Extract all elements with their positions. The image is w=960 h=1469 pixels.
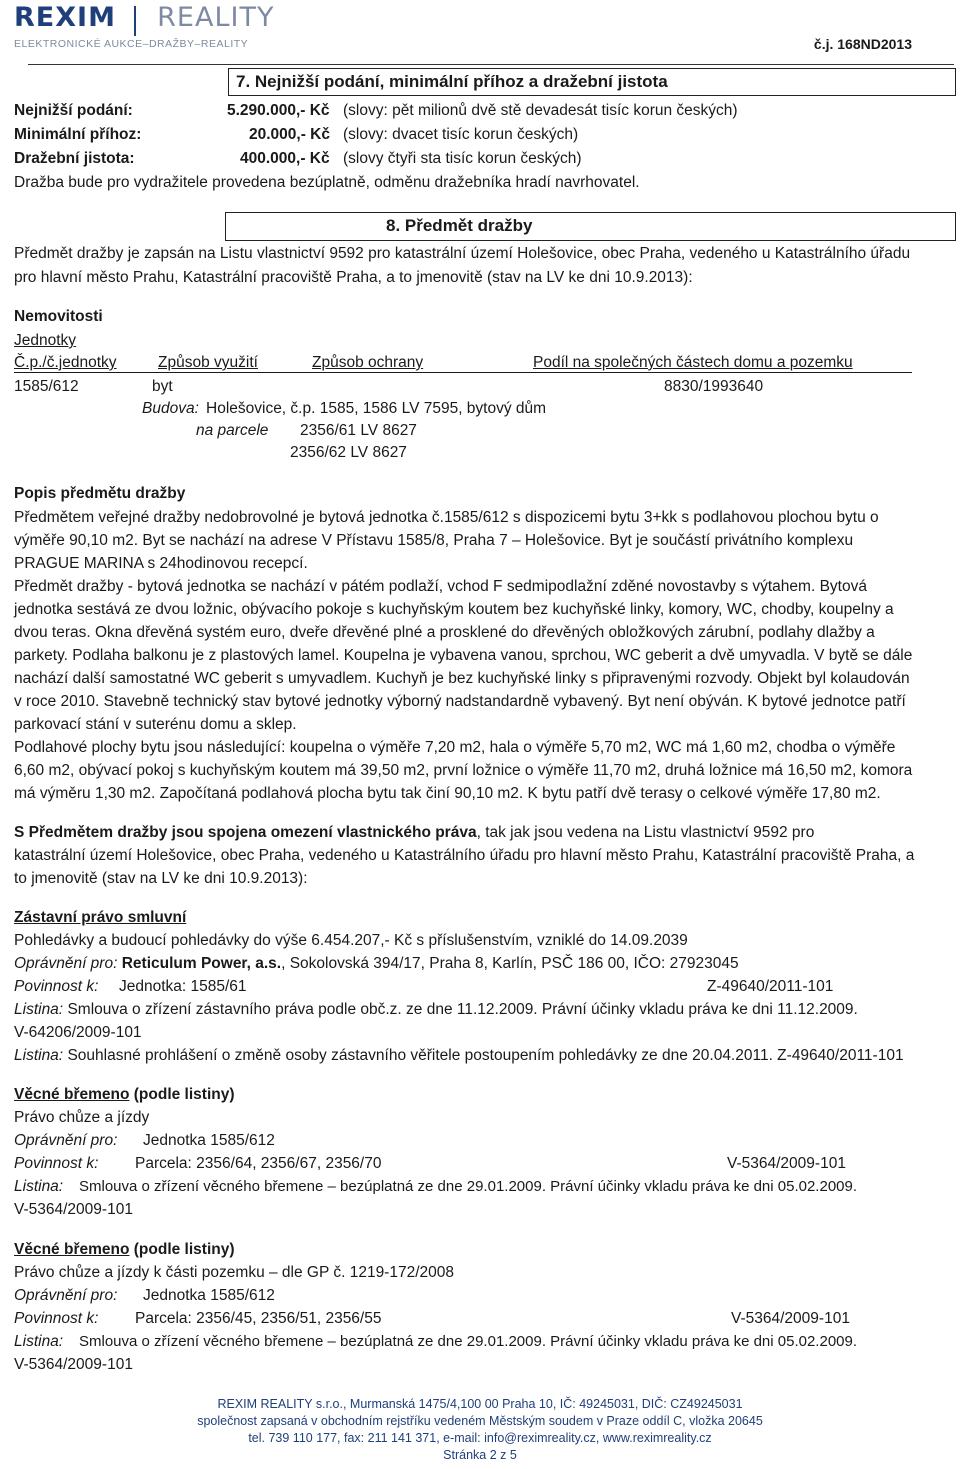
table-header-cislo: Č.p./č.jednotky [14, 354, 117, 371]
popis-p2-line-6: v roce 2010. Stavebně technický stav bytové jednotky výborný nadstandardně vybavený. Byt není obýván. K bytové jednotce patří [14, 693, 906, 710]
vecne2-opravneni-label: Oprávnění pro: [14, 1287, 118, 1304]
vecne2-povinnost-label: Povinnost k: [14, 1310, 99, 1327]
popis-heading: Popis předmětu dražby [14, 485, 186, 502]
zastavni-listina-2 [14, 1047, 904, 1065]
popis-p1-line-2: výměře 90,10 m2. Byt se nachází na adrese V Přístavu 1585/8, Praha 7 – Holešovice. Byt je součástí privátního komplexu [14, 532, 854, 549]
vecne1-listina-label: Listina: [14, 1178, 64, 1195]
jednotky-heading: Jednotky [14, 332, 77, 349]
vecne2-listina-ref: V-5364/2009-101 [14, 1356, 133, 1373]
omezeni-line-1 [14, 824, 814, 842]
logo-tagline: ELEKTRONICKÉ AUKCE–DRAŽBY–REALITY [14, 38, 249, 50]
zastavni-listina-1-value: Smlouva o zřízení zástavního práva podle obč.z. ze dne 11.12.2009. Právní účinky vkladu práva ke dni 11.12.2009. [67, 1001, 858, 1018]
vecne1-heading-main: Věcné břemeno [14, 1086, 130, 1103]
company-logo [14, 2, 274, 54]
parcela-label: na parcele [196, 422, 269, 439]
zastavni-listina-1-label: Listina: [14, 1001, 64, 1018]
footer-registry: společnost zapsaná v obchodním rejstříku vedeném Městským soudem v Praze oddíl C, vložka 20645 [197, 1414, 763, 1428]
section-8-title-box [225, 212, 956, 241]
footer-page-number: Stránka 2 z 5 [443, 1448, 517, 1462]
zastavni-listina-2-label: Listina: [14, 1047, 64, 1064]
vecne2-title: Právo chůze a jízdy k části pozemku – dle GP č. 1219-172/2008 [14, 1264, 454, 1281]
vecne1-povinnost-ref: V-5364/2009-101 [727, 1155, 846, 1172]
vecne1-povinnost-label: Povinnost k: [14, 1155, 99, 1172]
zastavni-opravneni [14, 955, 739, 973]
label-drazebni-jistota: Dražební jistota: [14, 150, 135, 167]
words-drazebni-jistota: (slovy čtyři sta tisíc korun českých) [343, 150, 582, 167]
unit-use: byt [152, 378, 173, 395]
section-7-title: 7. Nejnižší podání, minimální příhoz a dražební jistota [236, 72, 668, 91]
omezeni-line-3: to jmenovitě (stav na LV ke dni 10.9.2013): [14, 870, 308, 887]
parcela-2: 2356/62 LV 8627 [290, 444, 407, 461]
nemovitosti-heading: Nemovitosti [14, 308, 103, 325]
popis-p2-line-4: parkety. Podlaha balkonu je z plastových lamel. Koupelna je vybavena vanou, sprchou, WC geberit a dvě umyvadla. V bytě se dále [14, 647, 913, 664]
zastavni-povinnost-value: Jednotka: 1585/61 [119, 978, 247, 995]
unit-number: 1585/612 [14, 378, 79, 395]
zastavni-opravneni-rest: , Sokolovská 394/17, Praha 8, Karlín, PSČ 186 00, IČO: 27923045 [281, 955, 739, 972]
zastavni-listina-1 [14, 1001, 858, 1019]
zastavni-listina-1-ref: V-64206/2009-101 [14, 1024, 142, 1041]
zastavni-povinnost-ref: Z-49640/2011-101 [707, 978, 834, 995]
section-7-note: Dražba bude pro vydražitele provedena bezúplatně, odměnu dražebníka hradí navrhovatel. [14, 174, 640, 191]
amount-minimalni-prihoz: 20.000,- Kč [249, 126, 330, 143]
vecne1-povinnost-value: Parcela: 2356/64, 2356/67, 2356/70 [135, 1155, 382, 1172]
logo-divider [134, 6, 136, 36]
vecne2-heading-suffix: (podle listiny) [133, 1241, 235, 1258]
popis-p2-line-3: dvou teras. Okna dřevěná systém euro, dveře dřevěné plné a prosklené do dřevěných obložkových zárubní, podlahy dlažby a [14, 624, 875, 641]
parcela-1: 2356/61 LV 8627 [300, 422, 417, 439]
budova-value: Holešovice, č.p. 1585, 1586 LV 7595, bytový dům [206, 400, 547, 417]
footer-company: REXIM REALITY s.r.o., Murmanská 1475/4,100 00 Praha 10, IČ: 49245031, DIČ: CZ49245031 [217, 1397, 743, 1411]
logo-wordmark: REXIM REALITY [14, 2, 275, 33]
vecne2-heading-main: Věcné břemeno [14, 1241, 130, 1258]
vecne1-opravneni-value: Jednotka 1585/612 [143, 1132, 275, 1149]
vecne2-heading [14, 1241, 235, 1259]
vecne2-listina-label: Listina: [14, 1333, 64, 1350]
popis-p2-line-1: Předmět dražby - bytová jednotka se nachází v pátém podlaží, vchod F sedmipodlažní zděné novostavby s výtahem. Bytová [14, 578, 867, 595]
zastavni-heading: Zástavní právo smluvní [14, 909, 187, 926]
zastavni-povinnost-label: Povinnost k: [14, 978, 99, 995]
reference-number: č.j. 168ND2013 [813, 36, 912, 52]
popis-p1-line-1: Předmětem veřejné dražby nedobrovolné je bytová jednotka č.1585/612 s dispozicemi bytu 3+kk s podlahovou plochou bytu o [14, 509, 879, 526]
zastavni-line-1: Pohledávky a budoucí pohledávky do výše 6.454.207,- Kč s příslušenstvím, vzniklé do 14.09.2039 [14, 932, 688, 949]
table-header-vyuziti: Způsob využití [158, 354, 258, 371]
table-header-podil: Podíl na společných částech domu a pozemku [533, 354, 853, 371]
words-nejnizsi-podani: (slovy: pět milionů dvě stě devadesát tisíc korun českých) [343, 102, 738, 119]
vecne1-heading [14, 1086, 235, 1104]
words-minimalni-prihoz: (slovy: dvacet tisíc korun českých) [343, 126, 579, 143]
vecne2-opravneni-value: Jednotka 1585/612 [143, 1287, 275, 1304]
omezeni-bold: S Předmětem dražby jsou spojena omezení vlastnického práva [14, 824, 477, 841]
vecne1-listina-value: Smlouva o zřízení věcného břemene – bezúplatná ze dne 29.01.2009. Právní účinky vkladu práva ke dni 05.02.2009. [79, 1178, 858, 1195]
zastavni-listina-2-value: Souhlasné prohlášení o změně osoby zástavního věřitele postoupením pohledávky ze dne 20.04.2011. Z-49640/2011-101 [67, 1047, 904, 1064]
footer [0, 1396, 960, 1464]
omezeni-line-2: katastrální území Holešovice, obec Praha, vedeného u Katastrálního úřadu pro hlavní město Prahu, Katastrální pracoviště Praha, a [14, 847, 915, 864]
zastavni-opravneni-label: Oprávnění pro: [14, 955, 118, 972]
popis-p2-line-2: jednotka sestává ze dvou ložnic, obývacího pokoje s kuchyňským koutem bez kuchyňské linky, komory, WC, chodby, koupelny a [14, 601, 894, 618]
amount-nejnizsi-podani: 5.290.000,- Kč [227, 102, 330, 119]
zastavni-opravneni-name: Reticulum Power, a.s. [121, 955, 282, 972]
table-header-ochrana: Způsob ochrany [312, 354, 424, 371]
popis-p3-line-2: 6,60 m2, obývací pokoj s kuchyňským koutem má 39,50 m2, první ložnice o výměře 11,70 m2, druhá ložnice má 16,50 m2, komora [14, 762, 913, 779]
vecne1-title: Právo chůze a jízdy [14, 1109, 150, 1126]
popis-p3-line-1: Podlahové plochy bytu jsou následující: koupelna o výměře 7,20 m2, hala o výměře 5,70 m2, WC má 1,60 m2, chodba o výměře [14, 739, 896, 756]
popis-p1-line-3: PRAGUE MARINA s 24hodinovou recepcí. [14, 555, 308, 572]
budova-label: Budova: [142, 400, 199, 417]
vecne1-listina-ref: V-5364/2009-101 [14, 1201, 133, 1218]
footer-contact: tel. 739 110 177, fax: 211 141 371, e-mail: info@reximreality.cz, www.reximreality.cz [248, 1431, 712, 1445]
vecne1-heading-suffix: (podle listiny) [133, 1086, 235, 1103]
popis-p2-line-7: parkovací stání v suterénu domu a sklep. [14, 716, 297, 733]
popis-p3-line-3: má výměru 1,30 m2. Započítaná podlahová plocha bytu tak činí 90,10 m2. K bytu patří dvě terasy o celkové výměře 17,80 m2. [14, 785, 881, 802]
vecne2-povinnost-value: Parcela: 2356/45, 2356/51, 2356/55 [135, 1310, 382, 1327]
section-8-intro-line-2: pro hlavní město Prahu, Katastrální pracoviště Praha, a to jmenovitě (stav na LV ke dni 10.9.2013): [14, 269, 693, 286]
table-header-rule [14, 372, 912, 373]
label-minimalni-prihoz: Minimální příhoz: [14, 126, 142, 143]
omezeni-rest: , tak jak jsou vedena na Listu vlastnictví 9592 pro [476, 824, 815, 841]
unit-share: 8830/1993640 [664, 378, 764, 395]
section-8-intro-line-1: Předmět dražby je zapsán na Listu vlastnictví 9592 pro katastrální území Holešovice, obec Praha, vedeného u Katastrálního úřadu [14, 245, 911, 262]
vecne2-listina-value: Smlouva o zřízení věcného břemene – bezúplatná ze dne 29.01.2009. Právní účinky vkladu práva ke dni 05.02.2009. [79, 1333, 858, 1350]
vecne2-povinnost-ref: V-5364/2009-101 [731, 1310, 850, 1327]
popis-p2-line-5: nachází další samostatné WC geberit s umyvadlem. Kuchyň je bez kuchyňské linky s připravenými rozvody. Objekt byl kolaudován [14, 670, 910, 687]
amount-drazebni-jistota: 400.000,- Kč [240, 150, 330, 167]
vecne1-opravneni-label: Oprávnění pro: [14, 1132, 118, 1149]
header-rule [28, 64, 954, 65]
section-8-title: 8. Předmět dražby [386, 216, 533, 235]
label-nejnizsi-podani: Nejnižší podání: [14, 102, 133, 119]
